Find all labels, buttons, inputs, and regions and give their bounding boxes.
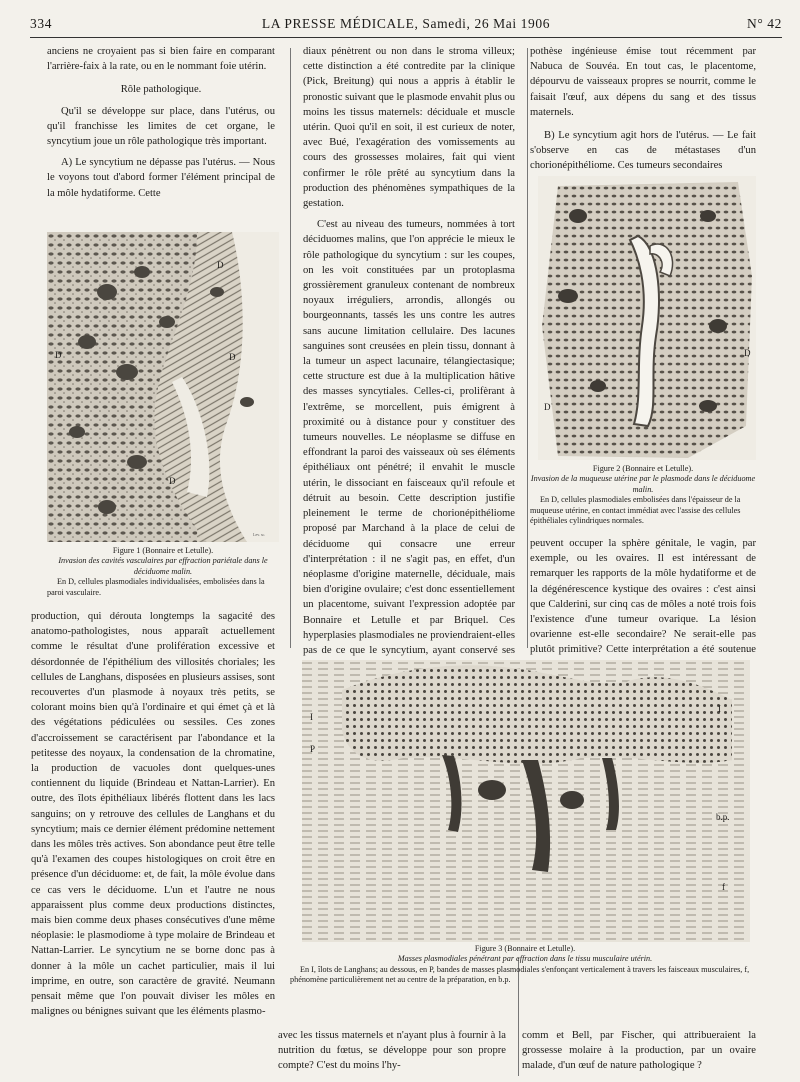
- figure-2: [538, 176, 756, 460]
- column-rule-right: [527, 48, 528, 648]
- figure-title: Figure 3 (Bonnaire et Letulle).: [474, 944, 576, 953]
- figure-label: f: [722, 882, 725, 892]
- column-rule-left: [290, 48, 291, 648]
- figure-legend: Invasion des cavités vasculaires par effraction pariétale dans le déciduome malin.: [58, 556, 268, 576]
- figure-3-caption: [290, 944, 760, 986]
- figure-title: Figure 1 (Bonnaire et Letulle).: [112, 546, 214, 555]
- figure-2-engraving: [538, 176, 756, 460]
- figure-1: [47, 232, 279, 542]
- right-column-top: [530, 44, 756, 174]
- figure-label: D: [55, 350, 62, 360]
- figure-note: En I, îlots de Langhans; au dessous, en P, bandes de masses plasmodiales s'enfonçant verticalement à travers les faisceaux musculaires, f, phénomène particulièrement net au centre de la préparation, en b.p.: [290, 964, 750, 985]
- left-column-top: [47, 44, 275, 201]
- figure-title: Figure 2 (Bonnaire et Letulle).: [592, 464, 694, 473]
- figure-label: D: [229, 352, 236, 362]
- paragraph: peuvent occuper la sphère génitale, le vagin, par exemple, ou les ovaires. Il est intéressant de remarquer les rapports de la môle hydatiforme et de la dégénérescence kystique des ovaires : c'est ainsi que Calderini, sur cinq cas de môles a noté trois fois l'existence d'une tumeur ovarique. La lésion ovarienne est-elle secondaire? Ne serait-elle pas plutôt primitive? Cette interprétation a été soutenue: [530, 538, 756, 656]
- bottom-right-text: [522, 1028, 756, 1074]
- running-header: [30, 16, 782, 38]
- middle-column: [303, 44, 515, 673]
- paragraph: comm et Bell, par Fischer, qui attribueraient la grossesse molaire à la production, par un ovaire malade, d'un œuf de nature pathologique ?: [522, 1030, 756, 1072]
- figure-label: D: [744, 348, 751, 358]
- paragraph: production, qui dérouta longtemps la sagacité des anatomo-pathologistes, nous apparaît actuellement comme le résultat d'une prolifération excessive et désordonnée de l'épithélium des villosités choriales; les cellules de Langhans, disposées en plusieurs assises, sont recouvertes d'un plasmode à noyaux très petits, se colorant moins bien qu'à l'ordinaire et qui émet çà et là des végétations pédiculées ou sessiles. Ces zones d'accroissement se caractérisent par l'abondance et la petitesse des noyaux, la condensation de la chromatine, la production de vacuoles dont quelques-unes contiennent du liquide (Brindeau et Nattan-Larrier). En outre, des îlots épithéliaux libérés flottent dans les lacs sanguins; on y retrouve des cellules de Langhans et du syncytium; mais ce dernier élément prédomine nettement dans les môles très actives. Son abondance peut être telle qu'à l'examen des coupes histologiques on croit être en présence d'un déciduome: et, de fait, la môle évolue dans ce cas vers le déciduome. L'un et l'autre ne nous apparaissent plus comme deux productions distinctes, mais bien comme deux phases consécutives d'une même néoplasie: le plasmodiome à type molaire de Brindeau et Nattan-Larrier. Le syncytium ne se borne donc pas à donner à la môle un cachet particulier, mais il lui imprime, en outre, son caractère de gravité. Neumann pensait même que l'on pouvait diviser les môles en malignes ou bénignes suivant que les éléments plasmo-: [31, 611, 275, 1018]
- figure-note: En D, cellules plasmodiales individualisées, embolisées dans la paroi vasculaire.: [47, 577, 265, 597]
- paragraph: anciens ne croyaient pas si bien faire en comparant l'arrière-faix à la rate, ou en le nommant foie utérin.: [47, 46, 275, 73]
- paragraph: avec les tissus maternels et n'ayant plus à fournir à la nutrition du fœtus, se développe pour son propre compte? C'est du moins l'hy-: [278, 1030, 506, 1072]
- right-column-middle: [530, 536, 756, 673]
- figure-1-engraving: [47, 232, 279, 542]
- engraver-signature: Lev. sc.: [253, 532, 266, 537]
- issue-number: N° 42: [746, 16, 782, 31]
- paragraph: diaux pénètrent ou non dans le stroma villeux; cette distinction a été contredite par la clinique (Pick, Breitung) qui nous a appris à établir le pronostic suivant que le plasmode envahit plus ou moins les tissus maternels: décidualе et muscle utérin. Quoi qu'il en soit, il est curieux de noter, avec Bué, l'exagération des vomissements au cours des grossesses molaires, fait qui vient confirmer le rôle prêté au syncytium dans la production des phénomènes sympathiques de la gestation.: [303, 46, 515, 210]
- bottom-middle-text: [278, 1028, 506, 1074]
- page-number: 334: [30, 16, 53, 31]
- figure-1-caption: [47, 546, 279, 598]
- figure-label: D: [169, 476, 176, 486]
- header-rule: [30, 37, 782, 38]
- figure-3: [302, 660, 750, 942]
- figure-3-engraving: [302, 660, 750, 942]
- figure-label: D: [217, 260, 224, 270]
- paragraph: pothèse ingénieuse émise tout récemment par Nabuca de Souvéa. En tout cas, le placentome, dépourvu de vaisseaux propres se nourrit, comme le faisait l'œuf, aux dépens du sang et des tissus maternels.: [530, 46, 756, 118]
- subsection-paragraph: B) Le syncytium agit hors de l'utérus. — Le fait s'observe en cas de métastases d'un chorionépithéliome. Ces tumeurs secondaires: [530, 130, 756, 172]
- figure-label: I: [718, 704, 721, 714]
- figure-label: P: [310, 744, 316, 754]
- figure-legend: Invasion de la muqueuse utérine par le plasmode dans le déciduome malin.: [530, 474, 756, 494]
- section-heading: Rôle pathologique.: [120, 84, 202, 96]
- figure-label: b.p.: [716, 812, 730, 822]
- journal-title: LA PRESSE MÉDICALE, Samedi, 26 Mai 1906: [261, 16, 551, 31]
- figure-note: En D, cellules plasmodiales embolisées dans l'épaisseur de la muqueuse utérine, en contact immédiat avec l'assise des cellules épithéliales cylindriques normales.: [530, 495, 741, 526]
- figure-label: D: [544, 402, 551, 412]
- paragraph: C'est au niveau des tumeurs, nommées à tort déciduomes malins, que l'on apprécie le mieux le rôle pathologique du syncytium : sur les coupes, on les voit constituées par un protoplasma grossièrement granuleux contenant de nombreux noyaux irréguliers, arrondis, allongés ou bourgeonnants, tassés les uns contre les autres sans aucune limitation cellulaire. Des lacunes sanguines sont creusées en plein tissu, donnant à la tumeur un aspect lacunaire, télangiectasique; cette structure est due à la multiplication hâtive des masses syncytiales. Celles-ci, prolifèrant à l'extrême, se morcellent, puis émigrent à proximité ou à distance pour y constituer des tumeurs nouvelles. Le néoplasme se diffuse en effondrant la paroi des vaisseaux où ses éléments épithéliaux ont pénétré; il envahit le muscle utérin, le dissociant en faisceaux qu'il refoule et détruit au besoin. Cette description justifie pleinement le terme de chorionépithéliome proposé par Marchand à la place de celui de déciduome qui consacre une erreur d'interprétation : il ne s'agit pas, en effet, d'un néoplasme d'origine maternelle, déciduale, mais bien d'origine ovulaire; c'est donc essentiellement un placentome, suivant l'expression adoptée par Bonnaire et Letulle et par Briquel. Ces hyperplasies plasmodiales ne proviendraient-elles pas de ce que le syncytium, ayant conservé ses: [303, 219, 515, 656]
- figure-2-caption: [530, 464, 756, 526]
- left-column-bottom: [31, 609, 275, 1019]
- figure-label: I: [310, 712, 313, 722]
- subsection-paragraph: A) Le syncytium ne dépasse pas l'utérus. — Nous le voyons tout d'abord former l'élément principal de la môle hydatiforme. Cette: [47, 157, 275, 199]
- figure-legend: Masses plasmodiales pénétrant par effraction dans le tissu musculaire utérin.: [397, 954, 653, 964]
- paragraph: Qu'il se développe sur place, dans l'utérus, ou qu'il franchisse les limites de cet organe, le syncytium joue un rôle pathologique très important.: [47, 105, 275, 148]
